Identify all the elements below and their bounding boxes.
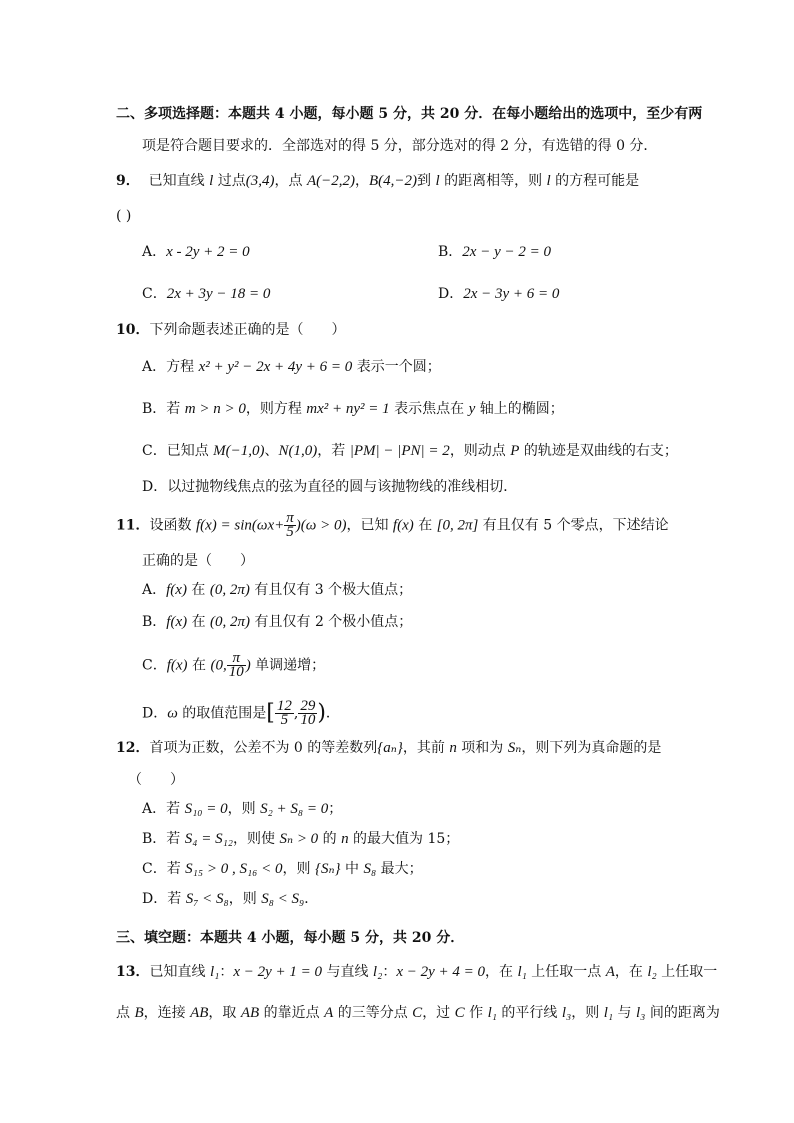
q9-option-a: A．x - 2y + 2 = 0 [142,244,250,260]
q9-text: 的距离相等，则 [439,173,547,189]
q12-option-d: D．若 S₇ < S₈，则 S₈ < S₉． [142,891,319,907]
q11-option-b: B．f(x) 在 (0, 2π) 有且仅有 2 个极小值点； [142,614,413,630]
q9-number: 9． [116,173,140,189]
q11-stem: 11．设函数 f(x) = sin(ωx+ $\frac{\pi}{5}$ )(ω > 0)，已知 f(x) 在 [0, 2π] 有且仅有 5 个零点，下述结论 [116,510,669,540]
q10-option-a: A．方程 x² + y² − 2x + 4y + 6 = 0 表示一个圆； [142,359,441,375]
section2-instructions: 项是符合题目要求的．全部选对的得 5 分，部分选对的得 2 分，有选错的得 0 分． [142,138,658,154]
q13-stem-cont: 点 B，连接 AB，取 AB 的靠近点 A 的三等分点 C，过 C 作 l₁ 的平行线 l₃，则 l₁ 与 l₃ 间的距离为 [116,1005,720,1021]
q10-stem [116,320,345,340]
q10-option-d: D．以过抛物线焦点的弦为直径的圆与该抛物线的准线相切． [142,479,518,495]
q9-math-l: l [546,173,551,189]
q10-option-b: B．若 m > n > 0，则方程 mx² + ny² = 1 表示焦点在 y 轴上的椭圆； [142,401,564,417]
q10-option-c: C．已知点 M(−1,0)、N(1,0)，若 |PM| − |PN| = 2，则动点 P 的轨迹是双曲线的右支； [142,443,678,459]
q10-text: 下列命题表述正确的是（ ） [149,322,346,338]
q11-stem-cont: 正确的是（ ） [142,553,254,569]
section3-heading: 三、填空题：本题共 4 小题，每小题 5 分，共 20 分． [116,930,465,946]
q10-number: 10． [116,322,150,338]
q12-stem: 12．首项为正数，公差不为 0 的等差数列{aₙ}，其前 n 项和为 Sₙ，则下列为真命题的是 [116,740,662,756]
q9-text: 已知直线 [148,173,210,189]
q9-option-c: C．2x + 3y − 18 = 0 [142,286,271,302]
q9-option-b: B．2x − y − 2 = 0 [438,244,551,260]
q13-number: 13． [116,964,150,980]
q9-stem [116,171,639,191]
q9-option-d: D．2x − 3y + 6 = 0 [438,286,560,302]
q9-text: 的方程可能是 [550,173,640,189]
section2-heading: 二、多项选择题：本题共 4 小题，每小题 5 分，共 20 分．在每小题给出的选项中，至少有两 [116,106,703,122]
q11-option-c: C．f(x) 在 (0, $\frac{\pi}{10}$ ) 单调递增； [142,650,326,680]
q12-option-a: A．若 S₁₀ = 0，则 S₂ + S₈ = 0； [142,801,343,817]
q12-paren: （ ） [128,772,184,788]
q11-option-d: D．ω 的取值范围是[ $\frac{12}{5}$ , $\frac{29}{10}$ )． [142,698,340,728]
q11-option-a: A．f(x) 在 (0, 2π) 有且仅有 3 个极大值点； [142,582,413,598]
q9-point-b: B(4,−2) [368,173,417,189]
q9-text: 到 [417,173,436,189]
q9-text: 过点 [213,173,246,189]
q13-stem: 13．已知直线 l₁：x − 2y + 1 = 0 与直线 l₂：x − 2y + 4 = 0，在 l₁ 上任取一点 A，在 l₂ 上任取一 [116,964,718,980]
q12-option-b: B．若 S₄ = S₁₂，则使 Sₙ > 0 的 n 的最大值为 15； [142,831,460,847]
q9-math-l: l [209,173,214,189]
q9-math-l: l [435,173,440,189]
q9-text: ， [354,173,369,189]
q12-option-c: C．若 S₁₅ > 0 , S₁₆ < 0，则 {Sₙ} 中 S₈ 最大； [142,861,423,877]
q11-number: 11． [116,517,150,534]
q9-point-a: A(−2,2) [306,173,355,189]
q9-text: ，点 [274,173,307,189]
q9-point: (3,4) [245,173,275,189]
q12-number: 12． [116,740,150,756]
q9-paren: ( ) [116,208,132,224]
